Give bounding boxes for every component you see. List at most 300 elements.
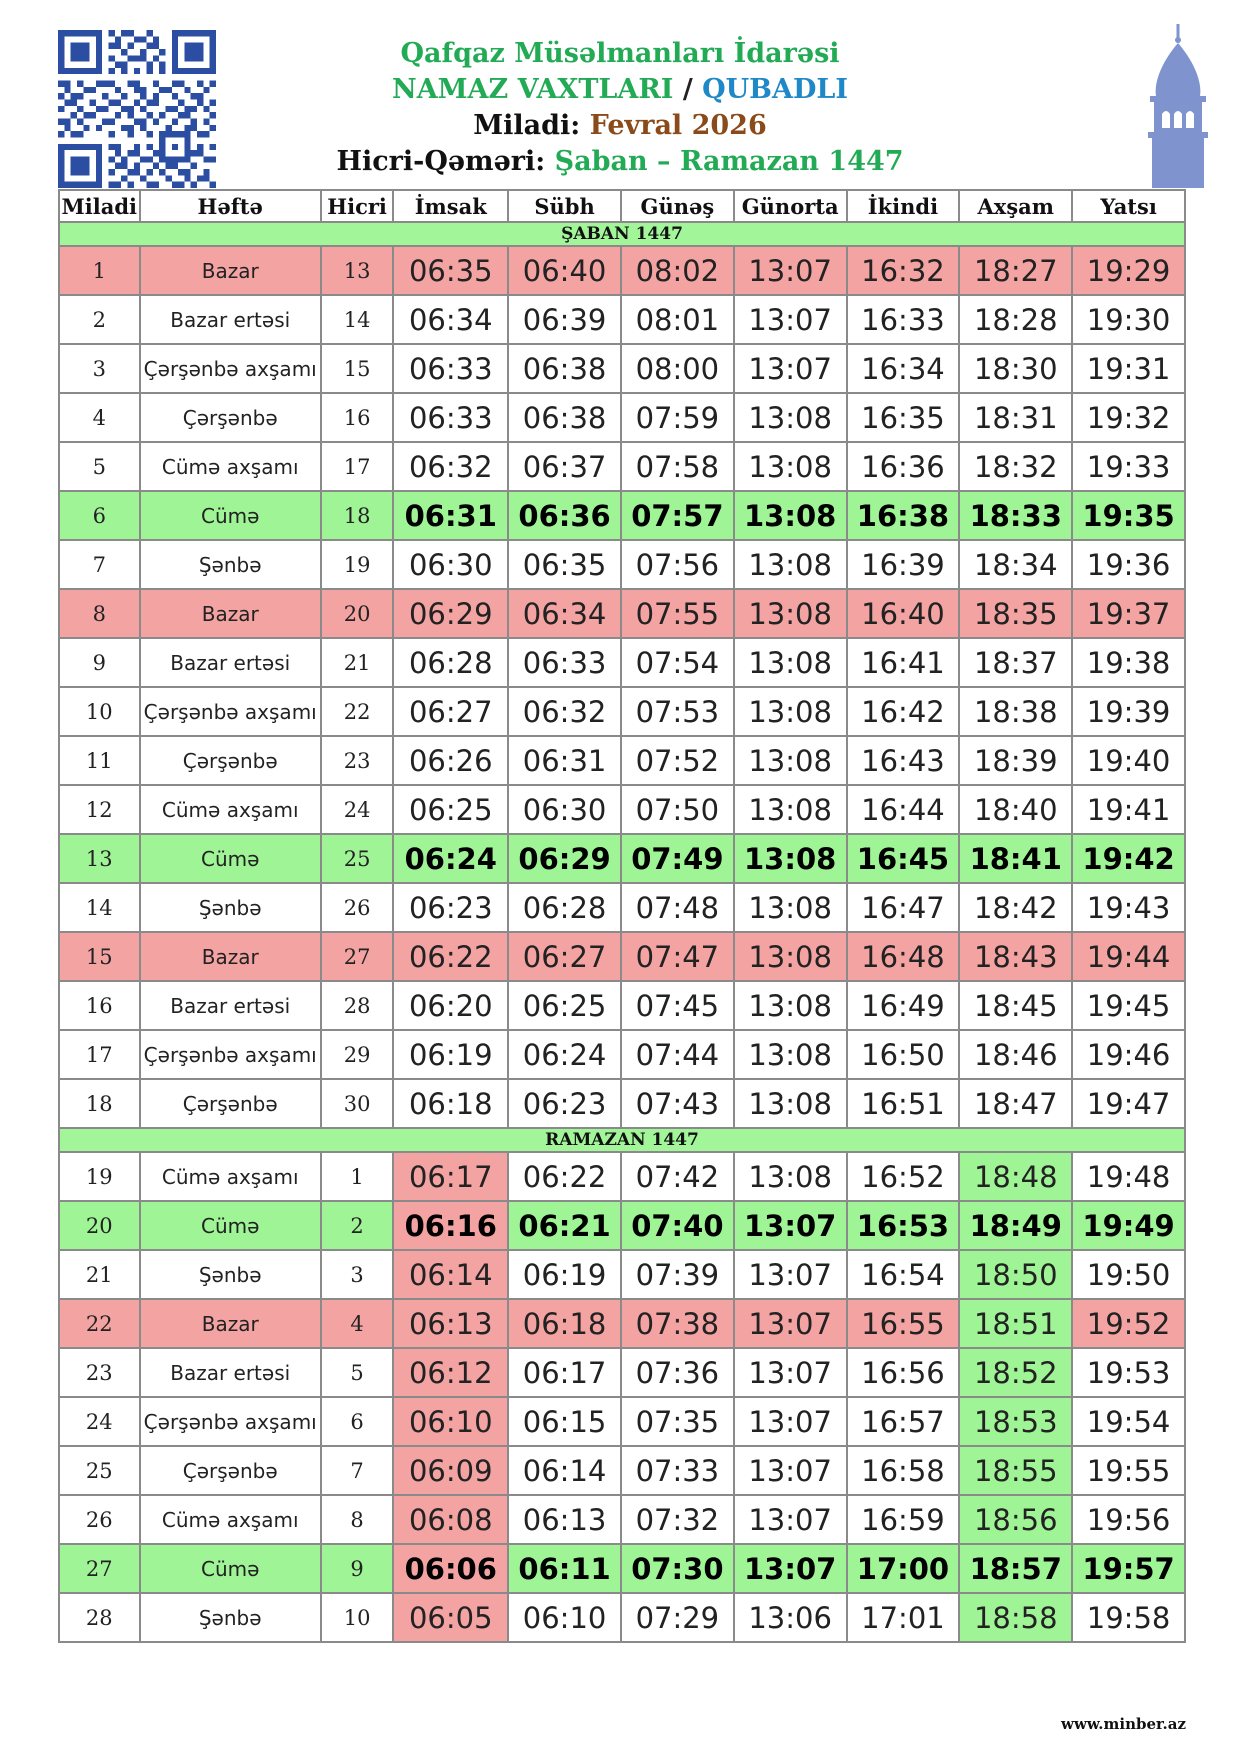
table-row [59,834,1185,883]
prayer-time-cell: 19:46 [1072,1030,1185,1079]
hijri-day-cell: 15 [321,344,394,393]
gregorian-day-cell: 10 [59,687,140,736]
column-header: Günəş [621,190,734,222]
prayer-time-cell: 16:41 [847,638,960,687]
prayer-time-cell: 06:10 [393,1397,508,1446]
prayer-time-cell: 06:11 [508,1544,621,1593]
prayer-time-cell: 19:50 [1072,1250,1185,1299]
prayer-time-cell: 13:08 [734,932,847,981]
prayer-time-cell: 06:28 [508,883,621,932]
gregorian-day-cell: 9 [59,638,140,687]
prayer-time-cell: 18:55 [959,1446,1072,1495]
prayer-time-cell: 19:49 [1072,1201,1185,1250]
prayer-time-cell: 18:42 [959,883,1072,932]
weekday-cell: Çərşənbə axşamı [140,1397,321,1446]
prayer-times-table [58,189,1186,1643]
prayer-time-cell: 06:20 [393,981,508,1030]
column-header: Günorta [734,190,847,222]
hijri-day-cell: 6 [321,1397,394,1446]
prayer-time-cell: 06:39 [508,295,621,344]
prayer-time-cell: 13:08 [734,785,847,834]
prayer-time-cell: 13:08 [734,834,847,883]
prayer-time-cell: 18:43 [959,932,1072,981]
hijri-day-cell: 3 [321,1250,394,1299]
hijri-day-cell: 23 [321,736,394,785]
prayer-time-cell: 19:40 [1072,736,1185,785]
prayer-time-cell: 06:28 [393,638,508,687]
prayer-time-cell: 06:33 [508,638,621,687]
table-row [59,442,1185,491]
prayer-time-cell: 07:53 [621,687,734,736]
prayer-time-cell: 06:14 [393,1250,508,1299]
prayer-time-cell: 19:41 [1072,785,1185,834]
prayer-time-cell: 06:37 [508,442,621,491]
city-name: QUBADLI [702,74,848,105]
prayer-time-cell: 13:08 [734,491,847,540]
prayer-time-cell: 16:45 [847,834,960,883]
weekday-cell: Bazar [140,246,321,295]
prayer-time-cell: 13:08 [734,1079,847,1128]
prayer-time-cell: 16:57 [847,1397,960,1446]
prayer-time-cell: 18:33 [959,491,1072,540]
prayer-time-cell: 06:18 [508,1299,621,1348]
gregorian-day-cell: 6 [59,491,140,540]
prayer-time-cell: 07:50 [621,785,734,834]
prayer-time-cell: 16:39 [847,540,960,589]
prayer-time-cell: 19:52 [1072,1299,1185,1348]
prayer-time-cell: 06:24 [393,834,508,883]
prayer-time-cell: 13:08 [734,393,847,442]
hijri-day-cell: 17 [321,442,394,491]
month-section-row [59,1128,1185,1152]
weekday-cell: Bazar [140,589,321,638]
prayer-time-cell: 06:34 [393,295,508,344]
prayer-time-cell: 19:32 [1072,393,1185,442]
prayer-time-cell: 17:01 [847,1593,960,1642]
prayer-time-cell: 19:56 [1072,1495,1185,1544]
page-header [250,36,990,180]
gregorian-day-cell: 16 [59,981,140,1030]
prayer-time-cell: 13:07 [734,1299,847,1348]
hijri-day-cell: 13 [321,246,394,295]
prayer-time-cell: 08:01 [621,295,734,344]
prayer-time-cell: 16:42 [847,687,960,736]
prayer-time-cell: 13:08 [734,1030,847,1079]
prayer-time-cell: 07:40 [621,1201,734,1250]
prayer-time-cell: 13:07 [734,246,847,295]
prayer-time-cell: 06:24 [508,1030,621,1079]
table-row [59,1030,1185,1079]
weekday-cell: Çərşənbə [140,1446,321,1495]
gregorian-day-cell: 24 [59,1397,140,1446]
prayer-time-cell: 18:49 [959,1201,1072,1250]
prayer-time-cell: 06:25 [393,785,508,834]
prayer-time-cell: 06:15 [508,1397,621,1446]
prayer-time-cell: 07:54 [621,638,734,687]
hijri-month [250,144,990,180]
prayer-time-cell: 07:43 [621,1079,734,1128]
weekday-cell: Bazar [140,1299,321,1348]
prayer-time-cell: 08:02 [621,246,734,295]
prayer-time-cell: 06:31 [393,491,508,540]
prayer-time-cell: 13:08 [734,442,847,491]
table-row [59,491,1185,540]
prayer-time-cell: 16:53 [847,1201,960,1250]
table-row [59,1348,1185,1397]
prayer-time-cell: 13:07 [734,344,847,393]
column-header: Miladi [59,190,140,222]
prayer-time-cell: 16:36 [847,442,960,491]
table-row [59,246,1185,295]
hijri-day-cell: 21 [321,638,394,687]
prayer-time-cell: 07:57 [621,491,734,540]
prayer-time-cell: 18:38 [959,687,1072,736]
prayer-time-cell: 07:52 [621,736,734,785]
weekday-cell: Bazar ertəsi [140,981,321,1030]
weekday-cell: Cümə axşamı [140,1495,321,1544]
prayer-time-cell: 16:54 [847,1250,960,1299]
table-row [59,1299,1185,1348]
gregorian-day-cell: 17 [59,1030,140,1079]
prayer-time-cell: 16:40 [847,589,960,638]
prayer-time-cell: 16:43 [847,736,960,785]
column-header: Sübh [508,190,621,222]
weekday-cell: Şənbə [140,1250,321,1299]
prayer-time-cell: 18:35 [959,589,1072,638]
prayer-time-cell: 13:07 [734,1201,847,1250]
prayer-time-cell: 06:34 [508,589,621,638]
prayer-time-cell: 16:58 [847,1446,960,1495]
prayer-time-cell: 06:18 [393,1079,508,1128]
prayer-time-cell: 07:35 [621,1397,734,1446]
prayer-time-cell: 18:58 [959,1593,1072,1642]
prayer-time-cell: 06:23 [393,883,508,932]
weekday-cell: Çərşənbə axşamı [140,687,321,736]
hijri-day-cell: 8 [321,1495,394,1544]
prayer-time-cell: 06:35 [508,540,621,589]
prayer-time-cell: 19:37 [1072,589,1185,638]
table-row [59,981,1185,1030]
prayer-time-cell: 18:27 [959,246,1072,295]
prayer-time-cell: 18:41 [959,834,1072,883]
prayer-time-cell: 18:47 [959,1079,1072,1128]
hijri-day-cell: 29 [321,1030,394,1079]
prayer-time-cell: 13:07 [734,1495,847,1544]
prayer-time-cell: 06:30 [393,540,508,589]
prayer-time-cell: 06:29 [393,589,508,638]
prayer-time-cell: 18:45 [959,981,1072,1030]
gregorian-day-cell: 27 [59,1544,140,1593]
prayer-time-cell: 07:33 [621,1446,734,1495]
column-header: Hicri [321,190,394,222]
prayer-time-cell: 19:45 [1072,981,1185,1030]
gregorian-day-cell: 14 [59,883,140,932]
table-row [59,1397,1185,1446]
prayer-time-cell: 13:07 [734,1446,847,1495]
prayer-time-cell: 06:32 [393,442,508,491]
table-row [59,1079,1185,1128]
weekday-cell: Cümə axşamı [140,1152,321,1201]
gregorian-value: Fevral 2026 [589,110,767,141]
gregorian-day-cell: 4 [59,393,140,442]
gregorian-day-cell: 15 [59,932,140,981]
prayer-time-cell: 07:32 [621,1495,734,1544]
month-section-row [59,222,1185,246]
prayer-time-cell: 06:29 [508,834,621,883]
hijri-day-cell: 30 [321,1079,394,1128]
table-row [59,295,1185,344]
minaret-icon [1138,24,1218,188]
table-row [59,1544,1185,1593]
hijri-day-cell: 25 [321,834,394,883]
prayer-time-cell: 13:07 [734,1348,847,1397]
column-header: İmsak [393,190,508,222]
prayer-time-cell: 18:50 [959,1250,1072,1299]
prayer-time-cell: 18:56 [959,1495,1072,1544]
prayer-time-cell: 18:57 [959,1544,1072,1593]
table-row [59,589,1185,638]
table-row [59,785,1185,834]
table-row [59,932,1185,981]
weekday-cell: Çərşənbə axşamı [140,344,321,393]
prayer-time-cell: 06:32 [508,687,621,736]
prayer-time-cell: 06:10 [508,1593,621,1642]
prayer-time-cell: 07:38 [621,1299,734,1348]
month-section-title: ŞABAN 1447 [59,222,1185,246]
column-header: Axşam [959,190,1072,222]
gregorian-day-cell: 8 [59,589,140,638]
prayer-time-cell: 18:37 [959,638,1072,687]
table-row [59,1593,1185,1642]
gregorian-day-cell: 21 [59,1250,140,1299]
table-row [59,883,1185,932]
gregorian-day-cell: 19 [59,1152,140,1201]
prayer-time-cell: 06:14 [508,1446,621,1495]
table-row [59,1152,1185,1201]
table-row [59,1495,1185,1544]
table-row [59,638,1185,687]
prayer-time-cell: 13:08 [734,883,847,932]
weekday-cell: Cümə [140,1544,321,1593]
prayer-time-cell: 07:58 [621,442,734,491]
prayer-time-cell: 08:00 [621,344,734,393]
prayer-time-cell: 16:50 [847,1030,960,1079]
prayer-time-cell: 19:43 [1072,883,1185,932]
prayer-time-cell: 16:51 [847,1079,960,1128]
prayer-time-cell: 06:27 [508,932,621,981]
prayer-time-cell: 16:35 [847,393,960,442]
column-header: Yatsı [1072,190,1185,222]
weekday-cell: Bazar ertəsi [140,295,321,344]
hijri-day-cell: 16 [321,393,394,442]
prayer-time-cell: 19:47 [1072,1079,1185,1128]
weekday-cell: Şənbə [140,883,321,932]
prayer-time-cell: 19:31 [1072,344,1185,393]
prayer-time-cell: 06:38 [508,393,621,442]
table-row [59,1201,1185,1250]
prayer-time-cell: 06:05 [393,1593,508,1642]
hijri-day-cell: 7 [321,1446,394,1495]
prayer-time-cell: 19:54 [1072,1397,1185,1446]
weekday-cell: Bazar [140,932,321,981]
hijri-day-cell: 2 [321,1201,394,1250]
prayer-time-cell: 13:08 [734,638,847,687]
gregorian-day-cell: 1 [59,246,140,295]
prayer-time-cell: 18:51 [959,1299,1072,1348]
hijri-day-cell: 1 [321,1152,394,1201]
prayer-time-cell: 16:59 [847,1495,960,1544]
title-separator: / [673,74,703,105]
prayer-time-cell: 07:55 [621,589,734,638]
prayer-time-cell: 16:48 [847,932,960,981]
prayer-time-cell: 16:49 [847,981,960,1030]
prayer-time-cell: 07:56 [621,540,734,589]
prayer-time-cell: 06:36 [508,491,621,540]
prayer-time-cell: 19:58 [1072,1593,1185,1642]
prayer-time-cell: 07:49 [621,834,734,883]
weekday-cell: Şənbə [140,540,321,589]
prayer-time-cell: 16:38 [847,491,960,540]
prayer-time-cell: 16:55 [847,1299,960,1348]
hijri-day-cell: 24 [321,785,394,834]
prayer-time-cell: 13:08 [734,540,847,589]
column-header: İkindi [847,190,960,222]
prayer-time-cell: 13:08 [734,589,847,638]
prayer-time-cell: 18:39 [959,736,1072,785]
table-row [59,736,1185,785]
prayer-time-cell: 13:07 [734,1397,847,1446]
prayer-time-cell: 06:40 [508,246,621,295]
prayer-time-cell: 06:30 [508,785,621,834]
prayer-time-cell: 19:36 [1072,540,1185,589]
prayer-time-cell: 06:13 [508,1495,621,1544]
prayer-time-cell: 07:59 [621,393,734,442]
gregorian-day-cell: 5 [59,442,140,491]
weekday-cell: Çərşənbə axşamı [140,1030,321,1079]
prayer-time-cell: 18:48 [959,1152,1072,1201]
hijri-day-cell: 18 [321,491,394,540]
prayer-time-cell: 06:17 [508,1348,621,1397]
gregorian-month [250,108,990,144]
hijri-value: Şaban – Ramazan 1447 [554,146,904,177]
gregorian-day-cell: 22 [59,1299,140,1348]
prayer-time-cell: 16:56 [847,1348,960,1397]
prayer-time-cell: 13:08 [734,1152,847,1201]
prayer-time-cell: 19:39 [1072,687,1185,736]
prayer-time-cell: 13:07 [734,1544,847,1593]
gregorian-day-cell: 18 [59,1079,140,1128]
hijri-day-cell: 20 [321,589,394,638]
prayer-time-cell: 18:46 [959,1030,1072,1079]
prayer-time-cell: 06:35 [393,246,508,295]
prayer-time-cell: 07:47 [621,932,734,981]
prayer-time-cell: 16:33 [847,295,960,344]
prayer-time-cell: 07:39 [621,1250,734,1299]
gregorian-day-cell: 11 [59,736,140,785]
table-row [59,540,1185,589]
prayer-time-cell: 06:19 [508,1250,621,1299]
hijri-day-cell: 28 [321,981,394,1030]
weekday-cell: Çərşənbə [140,1079,321,1128]
hijri-day-cell: 14 [321,295,394,344]
organization-name: Qafqaz Müsəlmanları İdarəsi [400,38,840,69]
column-header: Həftə [140,190,321,222]
weekday-cell: Cümə axşamı [140,442,321,491]
weekday-cell: Cümə axşamı [140,785,321,834]
hijri-label: Hicri-Qəməri: [336,146,546,177]
prayer-time-cell: 07:45 [621,981,734,1030]
weekday-cell: Bazar ertəsi [140,1348,321,1397]
prayer-time-cell: 07:29 [621,1593,734,1642]
prayer-time-cell: 18:31 [959,393,1072,442]
prayer-time-cell: 07:42 [621,1152,734,1201]
prayer-time-cell: 13:07 [734,295,847,344]
prayer-time-cell: 18:34 [959,540,1072,589]
prayer-time-cell: 07:48 [621,883,734,932]
prayer-time-cell: 16:47 [847,883,960,932]
hijri-day-cell: 22 [321,687,394,736]
prayer-time-cell: 06:08 [393,1495,508,1544]
prayer-time-cell: 19:29 [1072,246,1185,295]
title-text: NAMAZ VAXTLARI [392,74,674,105]
prayer-time-cell: 13:08 [734,981,847,1030]
weekday-cell: Şənbə [140,1593,321,1642]
gregorian-label: Miladi: [473,110,581,141]
prayer-time-cell: 16:44 [847,785,960,834]
prayer-time-cell: 06:38 [508,344,621,393]
prayer-time-cell: 19:55 [1072,1446,1185,1495]
prayer-time-cell: 07:30 [621,1544,734,1593]
gregorian-day-cell: 7 [59,540,140,589]
prayer-time-cell: 06:26 [393,736,508,785]
prayer-time-cell: 19:35 [1072,491,1185,540]
gregorian-day-cell: 20 [59,1201,140,1250]
prayer-time-cell: 16:32 [847,246,960,295]
prayer-time-cell: 13:07 [734,1250,847,1299]
prayer-time-cell: 06:16 [393,1201,508,1250]
prayer-time-cell: 06:13 [393,1299,508,1348]
gregorian-day-cell: 25 [59,1446,140,1495]
weekday-cell: Çərşənbə [140,393,321,442]
weekday-cell: Çərşənbə [140,736,321,785]
table-row [59,344,1185,393]
prayer-time-cell: 06:21 [508,1201,621,1250]
prayer-time-cell: 06:12 [393,1348,508,1397]
prayer-time-cell: 06:19 [393,1030,508,1079]
prayer-time-cell: 16:34 [847,344,960,393]
prayer-time-cell: 19:42 [1072,834,1185,883]
table-row [59,687,1185,736]
prayer-time-cell: 13:06 [734,1593,847,1642]
gregorian-day-cell: 3 [59,344,140,393]
weekday-cell: Cümə [140,491,321,540]
table-row [59,1446,1185,1495]
gregorian-day-cell: 23 [59,1348,140,1397]
prayer-time-cell: 18:28 [959,295,1072,344]
gregorian-day-cell: 13 [59,834,140,883]
hijri-day-cell: 9 [321,1544,394,1593]
prayer-time-cell: 06:31 [508,736,621,785]
prayer-time-cell: 06:33 [393,344,508,393]
prayer-time-cell: 06:22 [508,1152,621,1201]
prayer-time-cell: 06:17 [393,1152,508,1201]
weekday-cell: Bazar ertəsi [140,638,321,687]
prayer-time-cell: 06:06 [393,1544,508,1593]
hijri-day-cell: 19 [321,540,394,589]
prayer-time-cell: 16:52 [847,1152,960,1201]
prayer-time-cell: 06:33 [393,393,508,442]
prayer-time-cell: 19:57 [1072,1544,1185,1593]
